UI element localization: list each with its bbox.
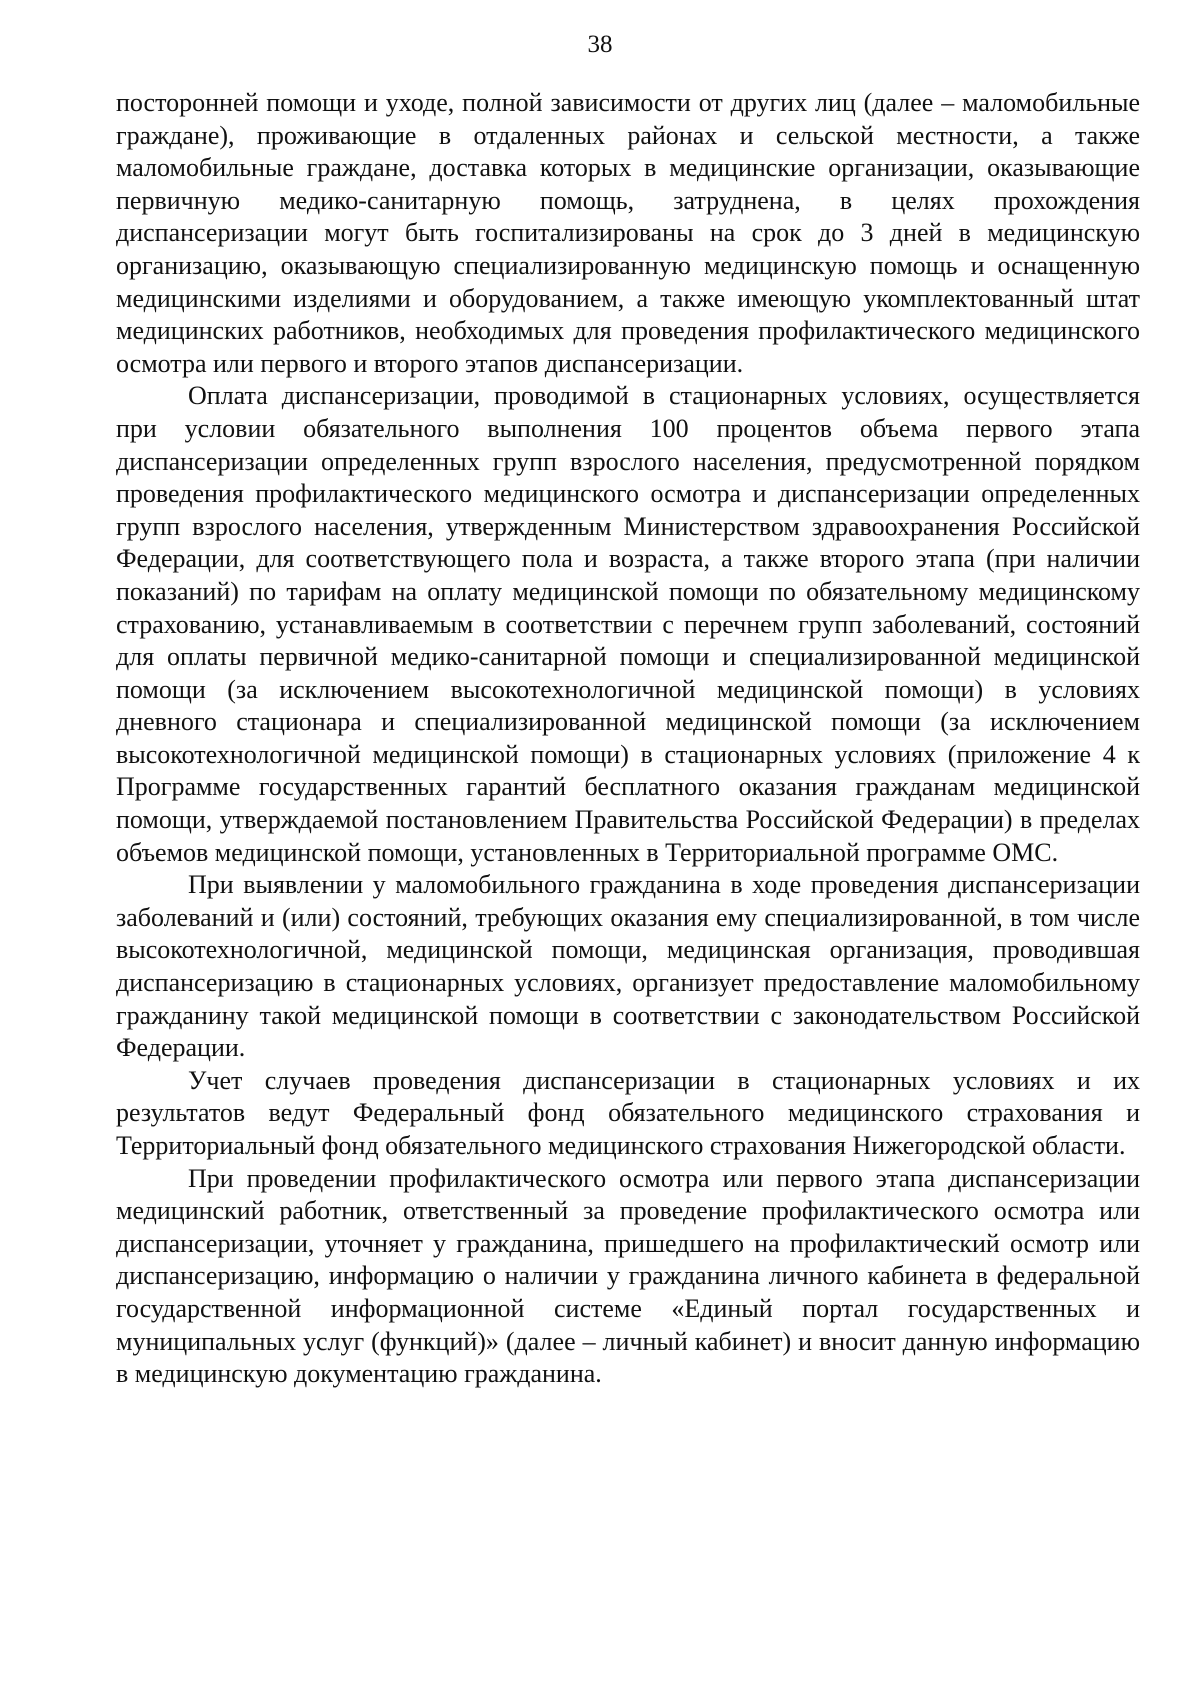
paragraph-5: При проведении профилактического осмотра или первого этапа диспансеризации медицинский работник, ответственный за проведение профилактического осмотра или диспансеризации, уточняет у гражданина, пришедшего на профилактический осмотр или диспансеризацию, информацию о наличии у гражданина личного кабинета в федеральной государственной информационной системе «Единый портал государственных и муниципальных услуг (функций)» (далее – личный кабинет) и вносит данную информацию в медицинскую документацию гражданина. bbox=[116, 1163, 1140, 1389]
paragraph-4: Учет случаев проведения диспансеризации в стационарных условиях и их результатов ведут Федеральный фонд обязательного медицинского страхования и Территориальный фонд обязательного медицинского страхования Нижегородской области. bbox=[116, 1065, 1140, 1160]
paragraph-1: посторонней помощи и уходе, полной зависимости от других лиц (далее – маломобильные граждане), проживающие в отдаленных районах и сельской местности, а также маломобильные граждане, доставка которых в медицинские организации, оказывающие первичную медико-санитарную помощь, затруднена, в целях прохождения диспансеризации могут быть госпитализированы на срок до 3 дней в медицинскую организацию, оказывающую специализированную медицинскую помощь и оснащенную медицинскими изделиями и оборудованием, а также имеющую укомплектованный штат медицинских работников, необходимых для проведения профилактического медицинского осмотра или первого и второго этапов диспансеризации. bbox=[116, 88, 1140, 378]
page-number: 38 bbox=[587, 31, 613, 58]
paragraph-2: Оплата диспансеризации, проводимой в стационарных условиях, осуществляется при условии обязательного выполнения 100 процентов объема первого этапа диспансеризации определенных групп взрослого населения, предусмотренной порядком проведения профилактического медицинского осмотра и диспансеризации определенных групп взрослого населения, утвержденным Министерством здравоохранения Российской Федерации, для соответствующего пола и возраста, а также второго этапа (при наличии показаний) по тарифам на оплату медицинской помощи по обязательному медицинскому страхованию, устанавливаемым в соответствии с перечнем групп заболеваний, состояний для оплаты первичной медико-санитарной помощи и специализированной медицинской помощи (за исключением высокотехнологичной медицинской помощи) в условиях дневного стационара и специализированной медицинской помощи (за исключением высокотехнологичной медицинской помощи) в стационарных условиях (приложение 4 к Программе государственных гарантий бесплатного оказания гражданам медицинской помощи, утверждаемой постановлением Правительства Российской Федерации) в пределах объемов медицинской помощи, установленных в Территориальной программе ОМС. bbox=[116, 381, 1140, 867]
paragraph-3: При выявлении у маломобильного гражданина в ходе проведения диспансеризации заболеваний и (или) состояний, требующих оказания ему специализированной, в том числе высокотехнологичной, медицинской помощи, медицинская организация, проводившая диспансеризацию в стационарных условиях, организует предоставление маломобильному гражданину такой медицинской помощи в соответствии с законодательством Российской Федерации. bbox=[116, 870, 1140, 1063]
document-body bbox=[116, 87, 1140, 1391]
